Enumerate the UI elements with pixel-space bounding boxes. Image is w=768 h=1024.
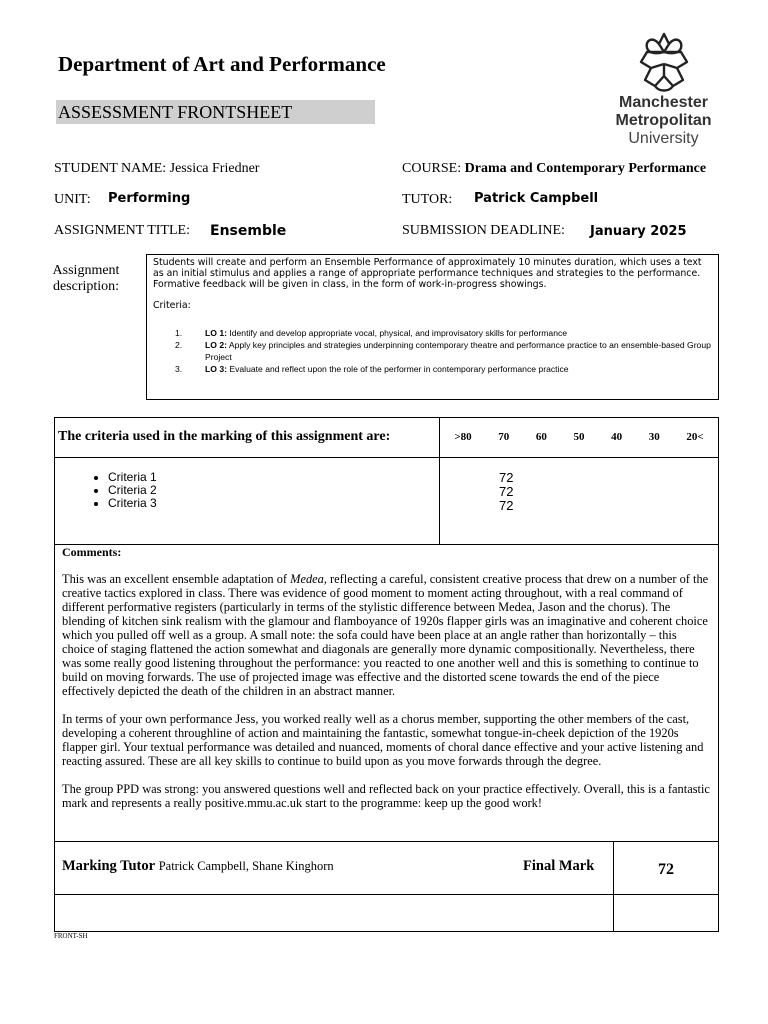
comment-text: , reflecting a careful, consistent creative process that drew on a number of the creative tactics explored in class. There was evidence of good moment to moment acting throughout, with a real command of different performative registers (particularly in terms of the stylistic difference between Medea, Jason and the chorus). The blending of kitchen sink realism with the glamour and flamboyance of 1920s flapper girls was an imaginative and coherent choice which you pulled off well as a group. A small note: the sofa could have been place at an angle rather than horizontally – this choice of staging flattened the action somewhat and diagonals are generally more dynamic compositionally. Nevertheless, there was some really good listening throughout the performance: you reacted to one another well and this is something to continue to build on moving forwards. The use of projected image was effective and the distorted scene towards the end of the piece effectively depicted the death of the children in an abstract manner. xyxy=(62,572,709,698)
outcome-code: LO 1: xyxy=(205,328,227,338)
mmu-bee-flower-icon xyxy=(633,30,695,94)
logo-line-manchester: Manchester xyxy=(619,94,708,111)
outcome-text xyxy=(205,363,712,375)
comments-heading: Comments: xyxy=(62,545,122,559)
description-intro: Students will create and perform an Ensemble Performance of approximately 10 minutes duration, which uses a text as an initial stimulus and applies a range of appropriate performance techniques and strategies to the performance. Formative feedback will be given in class, in the form of work-in-progress showings. xyxy=(153,257,702,290)
criteria-mark: 72 xyxy=(499,470,514,485)
tutor-value: Patrick Campbell xyxy=(474,191,599,206)
frontsheet-banner: ASSESSMENT FRONTSHEET xyxy=(56,100,375,124)
assignment-title-value: Ensemble xyxy=(210,223,287,239)
scale-value: 40 xyxy=(611,431,623,443)
comments-section xyxy=(62,545,712,824)
outcome-description: Evaluate and reflect upon the role of the performer in contemporary performance practice xyxy=(229,364,569,374)
learning-outcomes-list xyxy=(153,327,712,375)
course-value: Drama and Contemporary Performance xyxy=(464,161,707,176)
marking-tutor-names: Patrick Campbell, Shane Kinghorn xyxy=(158,859,334,873)
criteria-label: Criteria: xyxy=(153,300,191,311)
tutor-label: TUTOR: xyxy=(402,192,453,207)
scale-value: 30 xyxy=(648,431,660,443)
submission-deadline-value: January 2025 xyxy=(590,224,687,239)
scale-value: 20< xyxy=(686,431,704,443)
list-item xyxy=(153,363,712,375)
table-divider xyxy=(55,894,718,895)
criteria-marks xyxy=(499,471,513,513)
list-item xyxy=(153,327,712,339)
outcome-text xyxy=(205,327,712,339)
list-item: • Criteria 1 xyxy=(108,471,157,484)
comments-paragraph xyxy=(62,572,712,698)
final-mark-value: 72 xyxy=(658,861,674,878)
course-field xyxy=(402,161,706,177)
unit-label: UNIT: xyxy=(54,192,91,207)
marking-tutor-row xyxy=(62,858,334,875)
submission-deadline-label: SUBMISSION DEADLINE: xyxy=(402,223,565,238)
assignment-description-box xyxy=(146,254,719,400)
student-name-field xyxy=(54,161,259,177)
criteria-mark: 72 xyxy=(499,484,514,499)
student-name-label: STUDENT NAME: xyxy=(54,161,167,176)
footer-code: FRONT-SH xyxy=(54,932,88,940)
outcome-code: LO 3: xyxy=(205,364,227,374)
scale-value: 60 xyxy=(535,431,547,443)
comments-paragraph: In terms of your own performance Jess, you worked really well as a chorus member, supporting the other members of the cast, developing a coherent throughline of action and maintaining the fantastic, somewhat tongue-in-cheek depiction of the 1920s flapper girl. Your textual performance was detailed and nuanced, moments of choral dance effective and your active listening and reacting assured. These are all key skills to continue to build upon as you move forwards through the degree. xyxy=(62,712,704,768)
final-mark-label: Final Mark xyxy=(523,858,595,874)
mark-scale xyxy=(441,431,717,443)
criteria-mark: 72 xyxy=(499,498,514,513)
comment-text: This was an excellent ensemble adaptation of xyxy=(62,572,291,586)
unit-value: Performing xyxy=(108,191,191,206)
logo-line-university: University xyxy=(628,130,699,147)
criteria-list xyxy=(86,471,157,510)
list-item xyxy=(153,339,712,363)
outcome-description: Identify and develop appropriate vocal, physical, and improvisatory skills for performance xyxy=(229,328,568,338)
student-name-value: Jessica Friedner xyxy=(169,161,260,176)
outcome-number: 2. xyxy=(175,340,183,350)
outcome-number: 3. xyxy=(175,364,183,374)
course-label: COURSE: xyxy=(402,161,462,176)
scale-value: 50 xyxy=(573,431,585,443)
scale-value: 70 xyxy=(498,431,510,443)
table-divider xyxy=(55,841,718,842)
comments-paragraph: The group PPD was strong: you answered questions well and reflected back on your practice effectively. Overall, this is a fantastic mark and represents a really positive.mmu.ac.uk start to the programme: keep up the good work! xyxy=(62,782,710,810)
list-item: • Criteria 3 xyxy=(108,497,157,510)
outcome-code: LO 2: xyxy=(205,340,227,350)
criteria-heading: The criteria used in the marking of this assignment are: xyxy=(58,429,391,444)
department-title: Department of Art and Performance xyxy=(58,52,386,76)
outcome-number: 1. xyxy=(175,328,183,338)
logo-line-metropolitan: Metropolitan xyxy=(615,112,712,129)
table-divider xyxy=(439,418,440,544)
table-divider xyxy=(613,841,614,932)
outcome-description: Apply key principles and strategies underpinning contemporary theatre and performance practice to an ensemble-based Group Project xyxy=(205,340,711,362)
university-logo xyxy=(606,30,721,148)
assignment-description-label: Assignment description: xyxy=(52,263,120,294)
outcome-text xyxy=(205,339,712,363)
marking-tutor-label: Marking Tutor xyxy=(62,858,156,874)
comment-italic-title: Medea xyxy=(290,572,324,586)
table-divider xyxy=(55,457,718,458)
list-item: • Criteria 2 xyxy=(108,484,157,497)
assignment-title-label: ASSIGNMENT TITLE: xyxy=(54,223,190,238)
scale-value: >80 xyxy=(454,431,472,443)
